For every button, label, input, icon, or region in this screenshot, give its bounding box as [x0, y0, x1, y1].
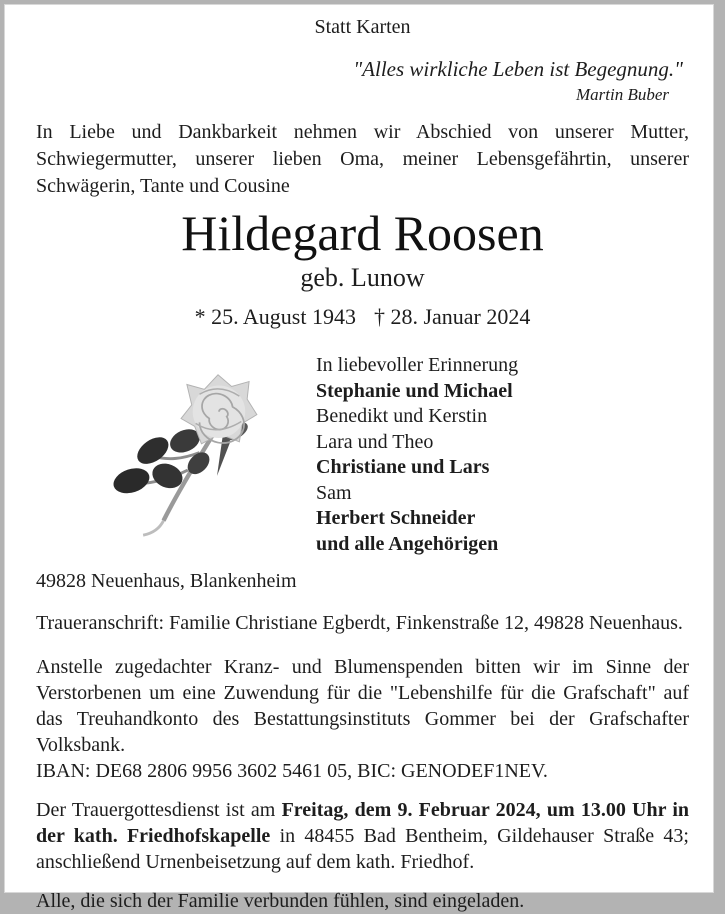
condolence-address: Traueranschrift: Familie Christiane Egberdt, Finkenstraße 12, 49828 Neuenhaus. [36, 612, 683, 634]
life-dates [36, 303, 689, 331]
service-paragraph [36, 797, 689, 875]
deceased-name: Hildegard Roosen [181, 205, 544, 261]
donation-text: Anstelle zugedachter Kranz- und Blumenspenden bitten wir im Sinne der Verstorbenen um eine Zuwendung für die "Lebenshilfe für die Grafschaft" auf das Treuhandkonto des Bestattungsinstituts Gommer bei der Grafschafter Volksbank. [36, 656, 689, 756]
maiden-name: geb. Lunow [300, 263, 425, 292]
mourner-name: Christiane und Lars [316, 456, 490, 478]
service-post: in 48455 Bad Bentheim, Gildehauser Straße 43; anschließend Urnenbeisetzung auf dem kath. Friedhof. [36, 825, 689, 873]
obituary-content [5, 15, 713, 914]
mourner-name: Stephanie und Michael [316, 379, 513, 402]
service-pre: Der Trauergottesdienst ist am [36, 799, 282, 821]
memorial-row [36, 353, 689, 557]
intro-paragraph: In Liebe und Dankbarkeit nehmen wir Abschied von unserer Mutter, Schwiegermutter, unserer lieben Oma, meiner Lebensgefährtin, unserer Schwägerin, Tante und Cousine [36, 121, 689, 197]
donation-iban: IBAN: DE68 2806 9956 3602 5461 05, BIC: GENODEF1NEV. [36, 760, 548, 782]
mourners-heading: In liebevoller Erinnerung [316, 354, 519, 376]
mourner-name: Herbert Schneider [316, 507, 476, 529]
mourner-name: Sam [316, 481, 352, 504]
mourner-name: Benedikt und Kerstin [316, 405, 488, 427]
closing-line: Alle, die sich der Familie verbunden fühlen, sind eingeladen. [36, 890, 525, 912]
donation-paragraph [36, 654, 689, 784]
mourner-name: und alle Angehörigen [316, 532, 499, 555]
residence-line: 49828 Neuenhaus, Blankenheim [36, 570, 297, 592]
mourners-block [316, 353, 689, 557]
mourners-list [316, 379, 689, 558]
quote-author: Martin Buber [575, 85, 669, 104]
mourner-name: Lara und Theo [316, 430, 434, 453]
obituary-page [4, 4, 714, 912]
rose-image [100, 367, 265, 542]
rose-flower-icon [100, 367, 265, 542]
death-date: † 28. Januar 2024 [373, 304, 531, 329]
service-datetime: Freitag, dem 9. Februar 2024, um 13.00 Uhr in der kath. Friedhofskapelle [36, 799, 689, 847]
birth-date: * 25. August 1943 [194, 304, 356, 329]
memorial-quote: "Alles wirkliche Leben ist Begegnung." [353, 57, 683, 81]
statt-karten-label: Statt Karten [314, 16, 411, 38]
